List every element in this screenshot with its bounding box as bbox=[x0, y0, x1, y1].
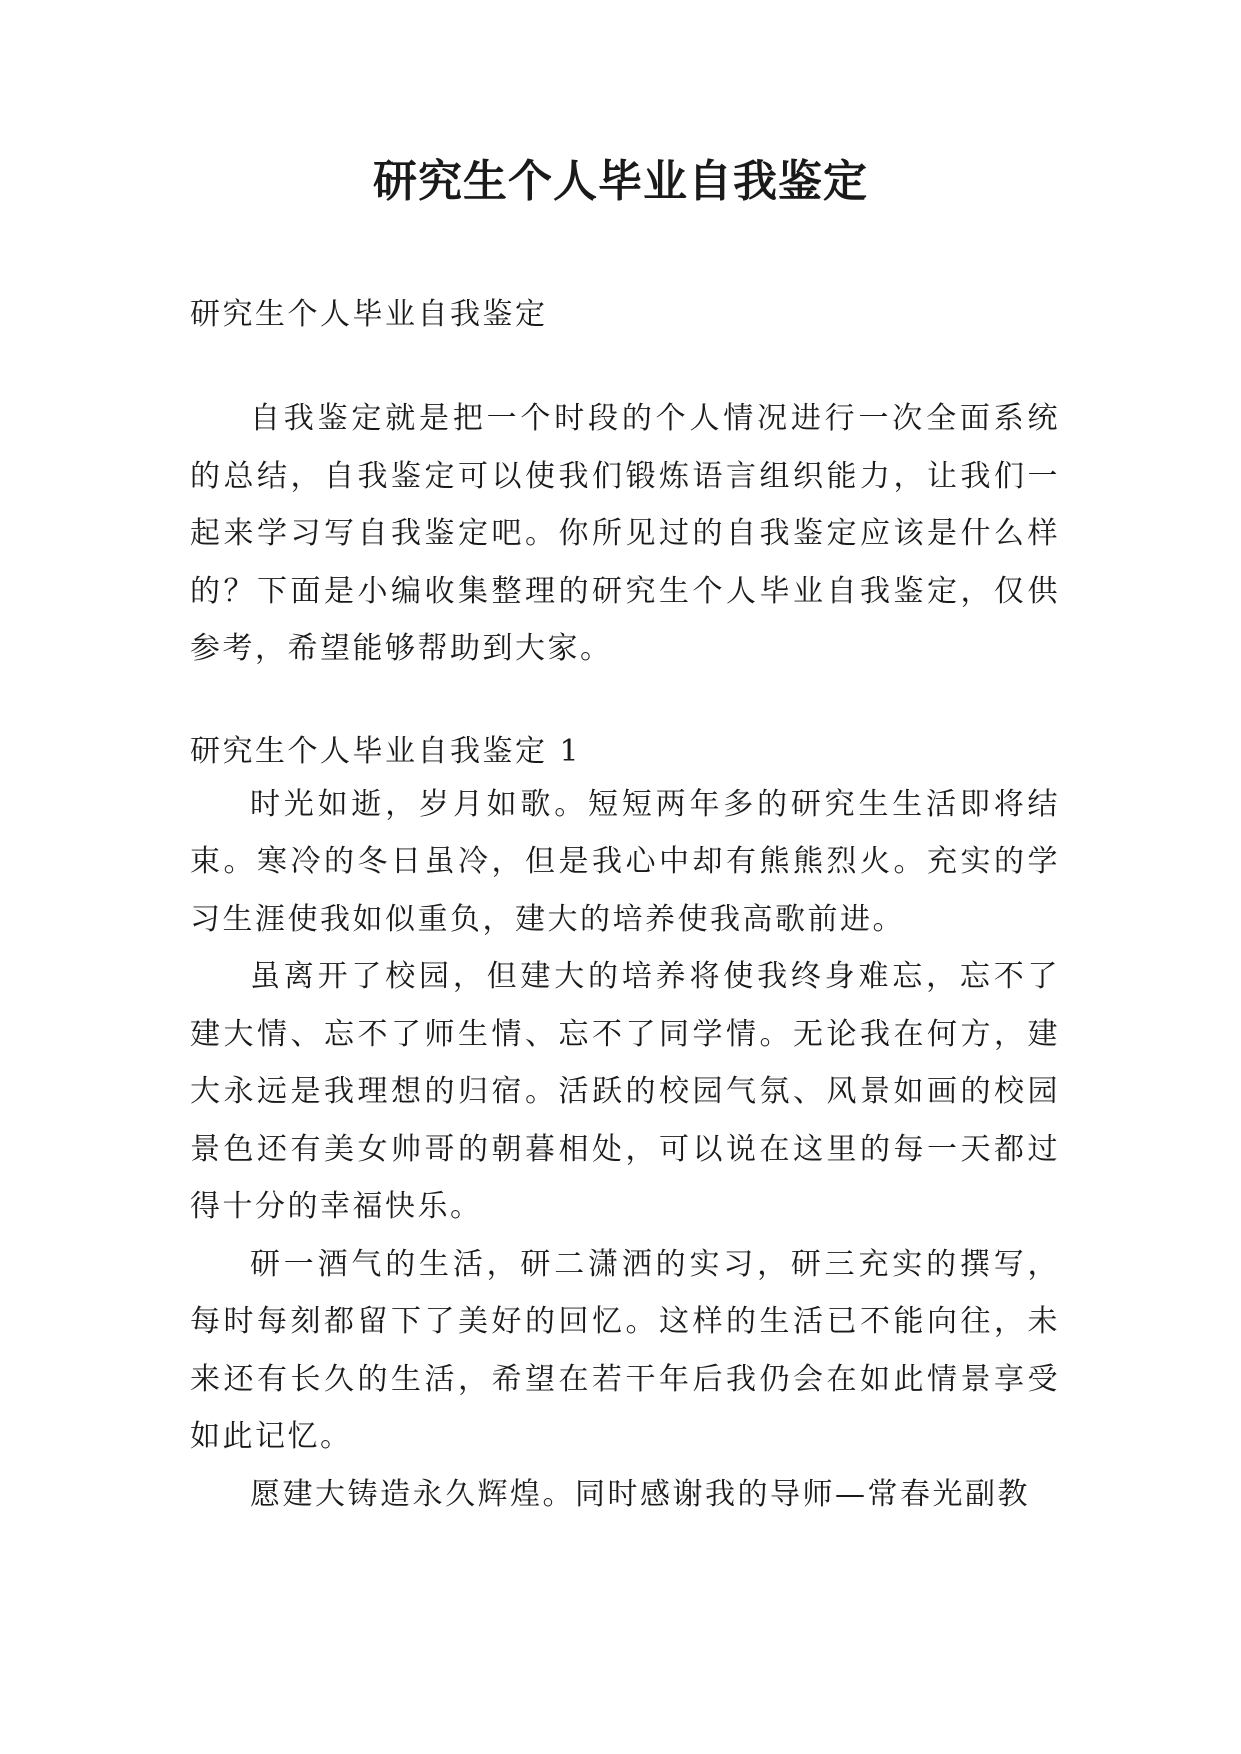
body-paragraph: 愿建大铸造永久辉煌。同时感谢我的导师—常春光副教 bbox=[250, 1476, 1030, 1512]
body-paragraph: 时光如逝，岁月如歌。短短两年多的研究生生活即将结束。寒冷的冬日虽冷，但是我心中却有熊熊烈火。充实的学习生涯使我如似重负，建大的培养使我高歌前进。 bbox=[190, 786, 1060, 937]
intro-paragraph: 自我鉴定就是把一个时段的个人情况进行一次全面系统的总结，自我鉴定可以使我们锻炼语言组织能力，让我们一起来学习写自我鉴定吧。你所见过的自我鉴定应该是什么样的？下面是小编收集整理的研究生个人毕业自我鉴定，仅供参考，希望能够帮助到大家。 bbox=[190, 401, 1060, 666]
section-heading: 研究生个人毕业自我鉴定 1 bbox=[190, 733, 582, 769]
body-paragraph: 虽离开了校园，但建大的培养将使我终身难忘，忘不了建大情、忘不了师生情、忘不了同学情。无论我在何方，建大永远是我理想的归宿。活跃的校园气氛、风景如画的校园景色还有美女帅哥的朝暮相处，可以说在这里的每一天都过得十分的幸福快乐。 bbox=[190, 959, 1060, 1224]
document-body bbox=[190, 290, 1060, 1523]
body-paragraph: 研一酒气的生活，研二潇洒的实习，研三充实的撰写，每时每刻都留下了美好的回忆。这样的生活已不能向往，未来还有长久的生活，希望在若干年后我仍会在如此情景享受如此记忆。 bbox=[190, 1246, 1060, 1454]
document-title: 研究生个人毕业自我鉴定 bbox=[373, 156, 868, 207]
document-subtitle: 研究生个人毕业自我鉴定 bbox=[190, 297, 548, 332]
